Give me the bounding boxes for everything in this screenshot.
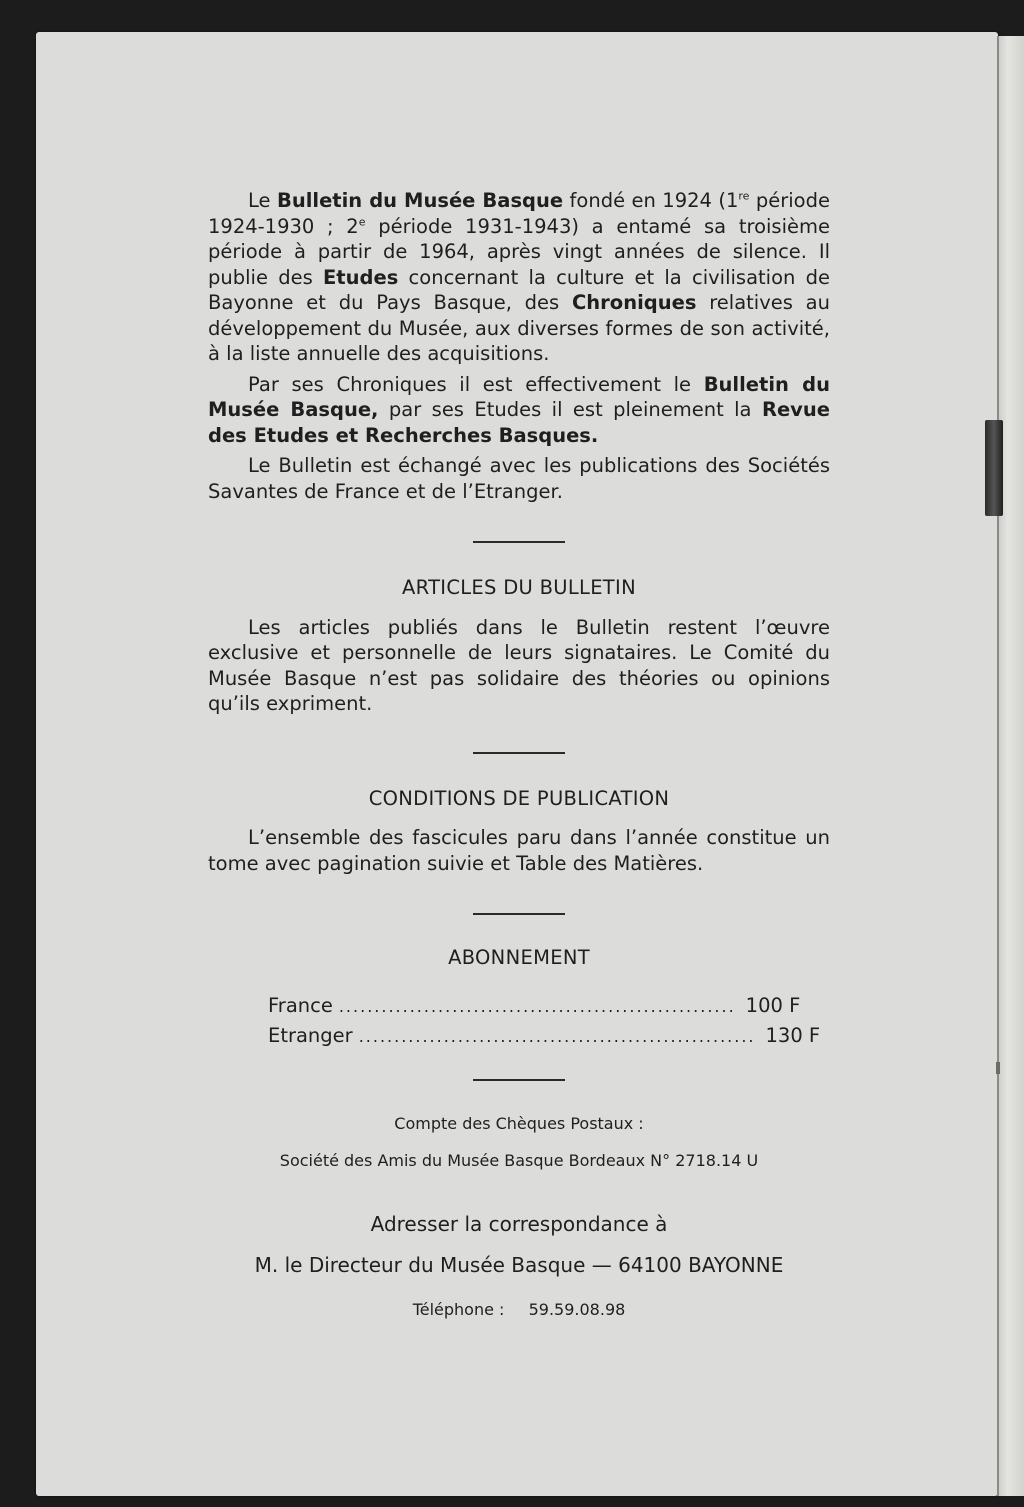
telephone-label: Téléphone : [412,1299,505,1319]
correspondence-address: M. le Directeur du Musée Basque — 64100 BAYONNE [254,1253,784,1277]
subscription-label: France [268,993,333,1017]
intro-text: fondé en 1924 (1 [563,189,739,212]
subscription-row-france [268,991,801,1021]
ordinal-superscript: e [358,215,366,228]
conditions-text: L’ensemble des fascicules paru dans l’année constitue un tome avec pagination suivie et Table des Matières. [208,826,830,875]
intro-text: période 1924-1930 ; 2 [208,189,830,238]
telephone-line [208,1297,830,1323]
intro-text: relatives au développement du Musée, aux diverses formes de son activité, à la liste annuelle des acquisitions. [208,291,830,365]
subscription-price: 100 F [745,993,801,1017]
subscription-price: 130 F [765,1023,821,1047]
intro-text: période 1931-1943) a entamé sa troisième période à partir de 1964, après vingt années de silence. Il publie des [208,214,830,289]
intro-text: Le [248,189,277,212]
payment-account-number: Société des Amis du Musée Basque Bordeaux N° 2718.14 U [279,1151,759,1170]
intro-paragraph-3: Le Bulletin est échangé avec les publications des Sociétés Savantes de France et de l’Etranger. [208,454,830,503]
chroniques-term: Chroniques [571,291,697,314]
articles-heading: ARTICLES DU BULLETIN [402,576,636,599]
dot-leader: ........................................................ [338,996,736,1016]
intro-text: par ses Etudes il est pleinement la [378,398,762,421]
subscription-row-etranger [268,1021,821,1051]
articles-text: Les articles publiés dans le Bulletin restent l’œuvre exclusive et personnelle de leurs signataires. Le Comité du Musée Basque n’est pas solidaire des théories ou opinions qu’ils expriment. [208,615,830,715]
intro-text: Par ses Chroniques il est effectivement le [248,372,704,396]
telephone-number: 59.59.08.98 [528,1299,626,1319]
ordinal-superscript: re [738,189,750,203]
etudes-term: Etudes [322,265,399,289]
binding-staple [985,420,1003,516]
intro-paragraph-1 [208,188,830,367]
intro-paragraph-2 [208,372,830,449]
correspondence-label: Adresser la correspondance à [370,1211,668,1236]
bulletin-title: Bulletin du Musée Basque [276,189,564,212]
page-content [208,188,830,1322]
binding-mark [996,1062,1000,1074]
subscription-label: Etranger [268,1023,353,1047]
page-edge-line [997,36,999,1496]
dot-leader: ........................................................ [358,1026,756,1046]
intro-text: concernant la culture et la civilisation de Bayonne et du Pays Basque, des [208,265,830,314]
page-edge [997,36,1024,1496]
payment-account-label: Compte des Chèques Postaux : [394,1113,644,1133]
bulletin-title: Bulletin du Musée Basque, [208,372,830,421]
revue-title: Revue des Etudes et Recherches Basques. [208,398,830,447]
subscription-heading: ABONNEMENT [448,946,590,969]
conditions-heading: CONDITIONS DE PUBLICATION [368,786,670,810]
